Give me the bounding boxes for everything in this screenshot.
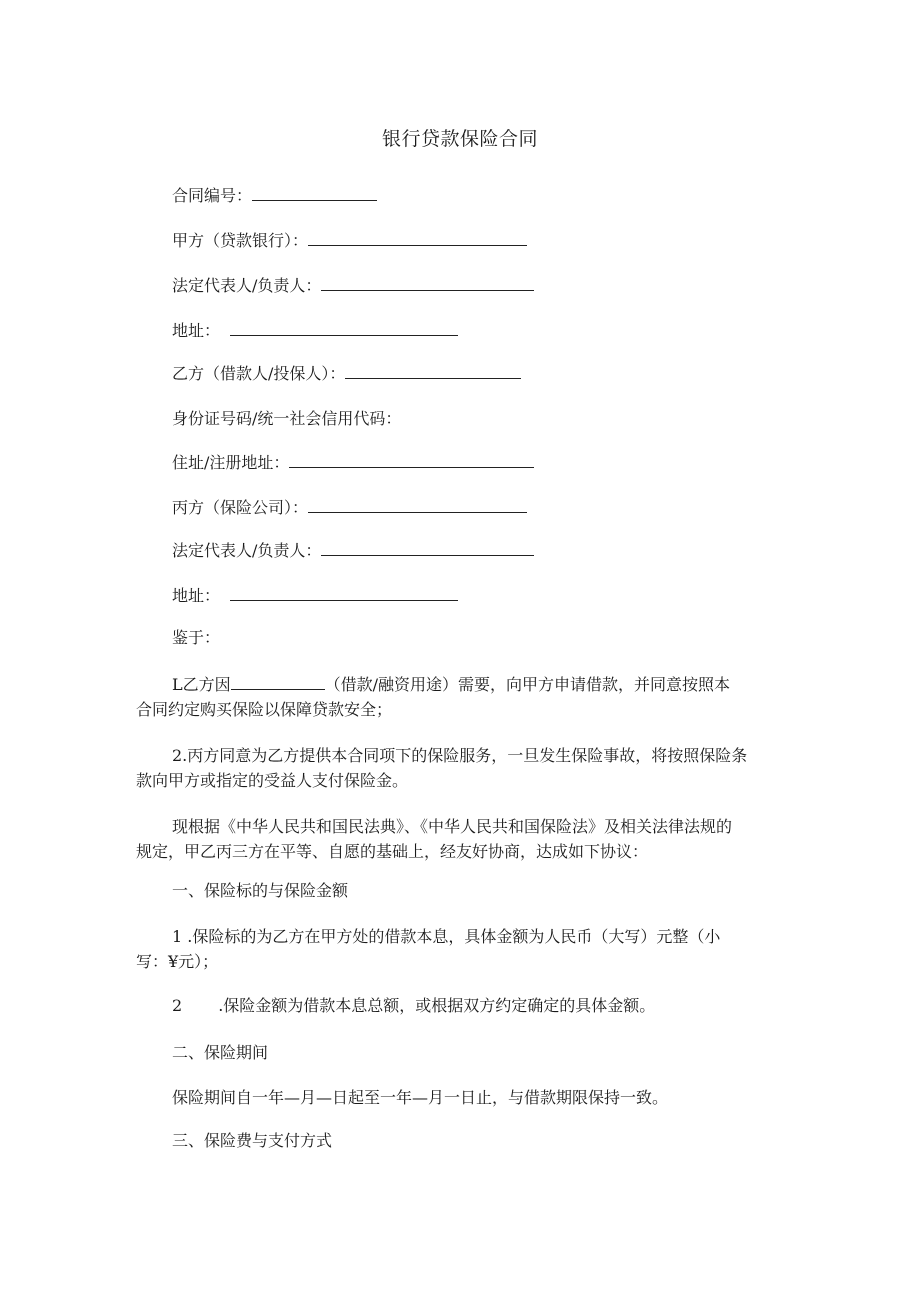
party-c-address-blank[interactable] [230, 584, 458, 601]
field-label: 法定代表人/负责人： [172, 541, 322, 560]
legal-basis-line-1: 现根据《中华人民共和国民法典》、《中华人民共和国保险法》及相关法律法规的 [172, 817, 733, 836]
field-label: 住址/注册地址： [172, 453, 290, 472]
field-party-b-address [172, 451, 534, 474]
recital-1 [136, 672, 786, 722]
recital-2 [136, 743, 786, 793]
party-a-address-blank[interactable] [230, 319, 458, 336]
field-party-c [172, 496, 527, 519]
section-2-heading: 二、保险期间 [172, 1043, 269, 1062]
section-1-item-1-line-1: 1 .保险标的为乙方在甲方处的借款本息，具体金额为人民币（大写）元整（小 [172, 927, 721, 946]
recital-2-line-1: 2.丙方同意为乙方提供本合同项下的保险服务，一旦发生保险事故，将按照保险条 [172, 746, 748, 765]
field-label: 合同编号： [172, 186, 253, 205]
field-label: 地址： [172, 321, 221, 340]
whereas-heading: 鉴于： [172, 628, 221, 647]
contract-number-blank[interactable] [252, 184, 377, 201]
field-label: 地址： [172, 586, 221, 605]
recital-2-line-2: 款向甲方或指定的受益人支付保险金。 [136, 771, 409, 790]
recital-1-line-1 [136, 672, 786, 697]
party-b-blank[interactable] [345, 362, 521, 379]
field-label: 甲方（贷款银行）： [172, 231, 309, 250]
section-1-item-1-line-2: 写：¥元）； [136, 952, 219, 971]
field-label: 身份证号码/统一社会信用代码： [172, 409, 402, 428]
section-1-item-2 [172, 995, 655, 1017]
field-label: 丙方（保险公司）： [172, 498, 309, 517]
loan-purpose-blank[interactable] [231, 673, 325, 690]
field-party-c-representative [172, 539, 534, 562]
section-3-heading: 三、保险费与支付方式 [172, 1131, 333, 1150]
recital-1-prefix: L乙方因 [172, 675, 231, 694]
section-1-item-1 [136, 924, 786, 974]
section-1-heading: 一、保险标的与保险金额 [172, 881, 349, 900]
item-text: .保险金额为借款本息总额，或根据双方约定确定的具体金额。 [218, 996, 656, 1015]
item-number: 2 [172, 996, 183, 1015]
party-a-representative-blank[interactable] [321, 274, 534, 291]
party-b-address-blank[interactable] [289, 451, 534, 468]
legal-basis [136, 814, 786, 864]
field-party-a-representative [172, 274, 534, 297]
field-party-a-address [172, 319, 458, 342]
recital-1-suffix: （借款/融资用途）需要，向甲方申请借款，并同意按照本 [324, 675, 731, 694]
field-id-number [172, 408, 401, 430]
recital-1-line-2: 合同约定购买保险以保障贷款安全； [136, 700, 393, 719]
legal-basis-line-2: 规定，甲乙丙三方在平等、自愿的基础上，经友好协商，达成如下协议： [136, 842, 649, 861]
field-contract-number [172, 184, 377, 207]
field-label: 乙方（借款人/投保人）： [172, 364, 346, 383]
party-c-representative-blank[interactable] [321, 539, 534, 556]
field-party-c-address [172, 584, 458, 607]
field-party-b [172, 362, 521, 385]
field-label: 法定代表人/负责人： [172, 276, 322, 295]
field-party-a [172, 229, 527, 252]
section-2-text: 保险期间自一年—月—日起至一年—月一日止，与借款期限保持一致。 [172, 1088, 669, 1107]
party-a-blank[interactable] [308, 229, 527, 246]
page-title: 银行贷款保险合同 [381, 128, 538, 150]
party-c-blank[interactable] [308, 496, 527, 513]
